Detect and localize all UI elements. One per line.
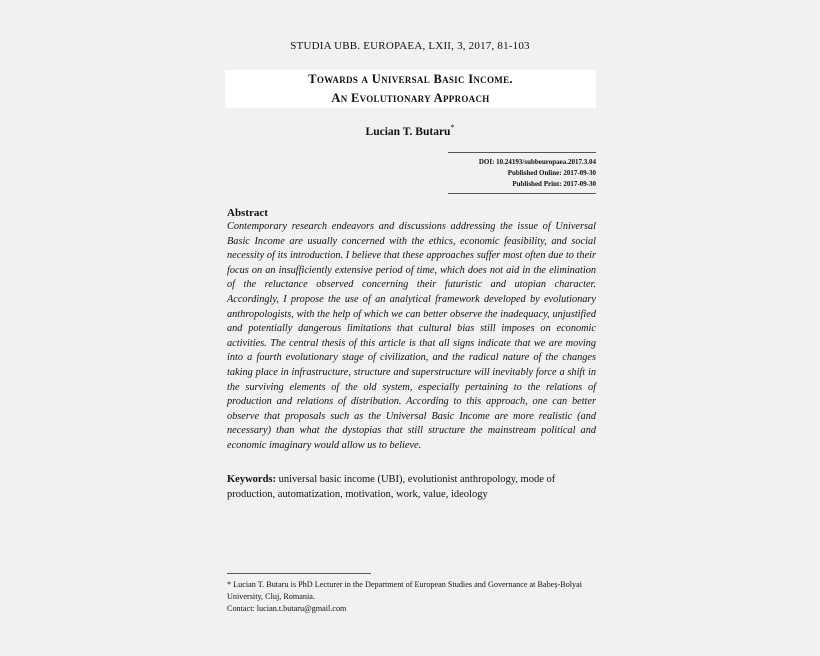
keywords [227, 473, 596, 502]
title-line-1: Towards a Universal Basic Income. [308, 72, 513, 86]
footnote-divider [227, 573, 371, 574]
keywords-text: universal basic income (UBI), evolutionist anthropology, mode of production, automatization, motivation, work, value, ideology [227, 474, 556, 500]
doi-line: DOI: 10.24193/subbeuropaea.2017.3.04 [478, 158, 596, 166]
published-online-line: Published Online: 2017-09-30 [507, 169, 596, 177]
author-name [0, 123, 820, 138]
footnote-contact: Contact: lucian.t.butaru@gmail.com [227, 604, 347, 613]
keywords-label: Keywords: [227, 474, 276, 485]
abstract-heading: Abstract [227, 207, 268, 219]
meta-divider-bottom [448, 193, 596, 194]
publication-meta [420, 157, 596, 190]
author-name-text: Lucian T. Butaru [365, 125, 451, 138]
meta-divider-top [448, 152, 596, 153]
title-line-2: An Evolutionary Approach [331, 91, 490, 105]
author-footnote-mark: * [450, 123, 455, 132]
published-print-line: Published Print: 2017-09-30 [512, 180, 596, 188]
footnote-affiliation: * Lucian T. Butaru is PhD Lecturer in the Department of European Studies and Governance at Babeș-Bolyai University, Cluj, Romania. [227, 580, 583, 601]
journal-header: STUDIA UBB. EUROPAEA, LXII, 3, 2017, 81-103 [290, 40, 530, 52]
author-footnote [227, 579, 607, 615]
abstract-body: Contemporary research endeavors and discussions addressing the issue of Universal Basic Income are usually concerned with the ethics, economic feasibility, and social necessity of its introduction. I believe that these approaches suffer most often due to their focus on an insufficiently extensive period of time, which does not aid in the elimination of the reluctance observed concerning their futuristic and utopian character. Accordingly, I propose the use of an analytical framework developed by evolutionary anthropologists, with the help of which we can better observe the inadequacy, unjustified and potentially dangerous limitations that cultural bias still imposes on economic activities. The central thesis of this article is that all signs indicate that we are moving into a fourth evolutionary stage of civilization, and the radical nature of the changes taking place in infrastructure, structure and superstructure will inevitably force a shift in the surviving elements of the old system, especially pertaining to the relations of production and relations of distribution. According to this approach, one can better observe that proposals such as the Universal Basic Income are more realistic (and necessary) than what the dystopias that still structure the mainstream political and economic imaginary would allow us to believe. [227, 221, 596, 451]
article-title [225, 70, 596, 108]
